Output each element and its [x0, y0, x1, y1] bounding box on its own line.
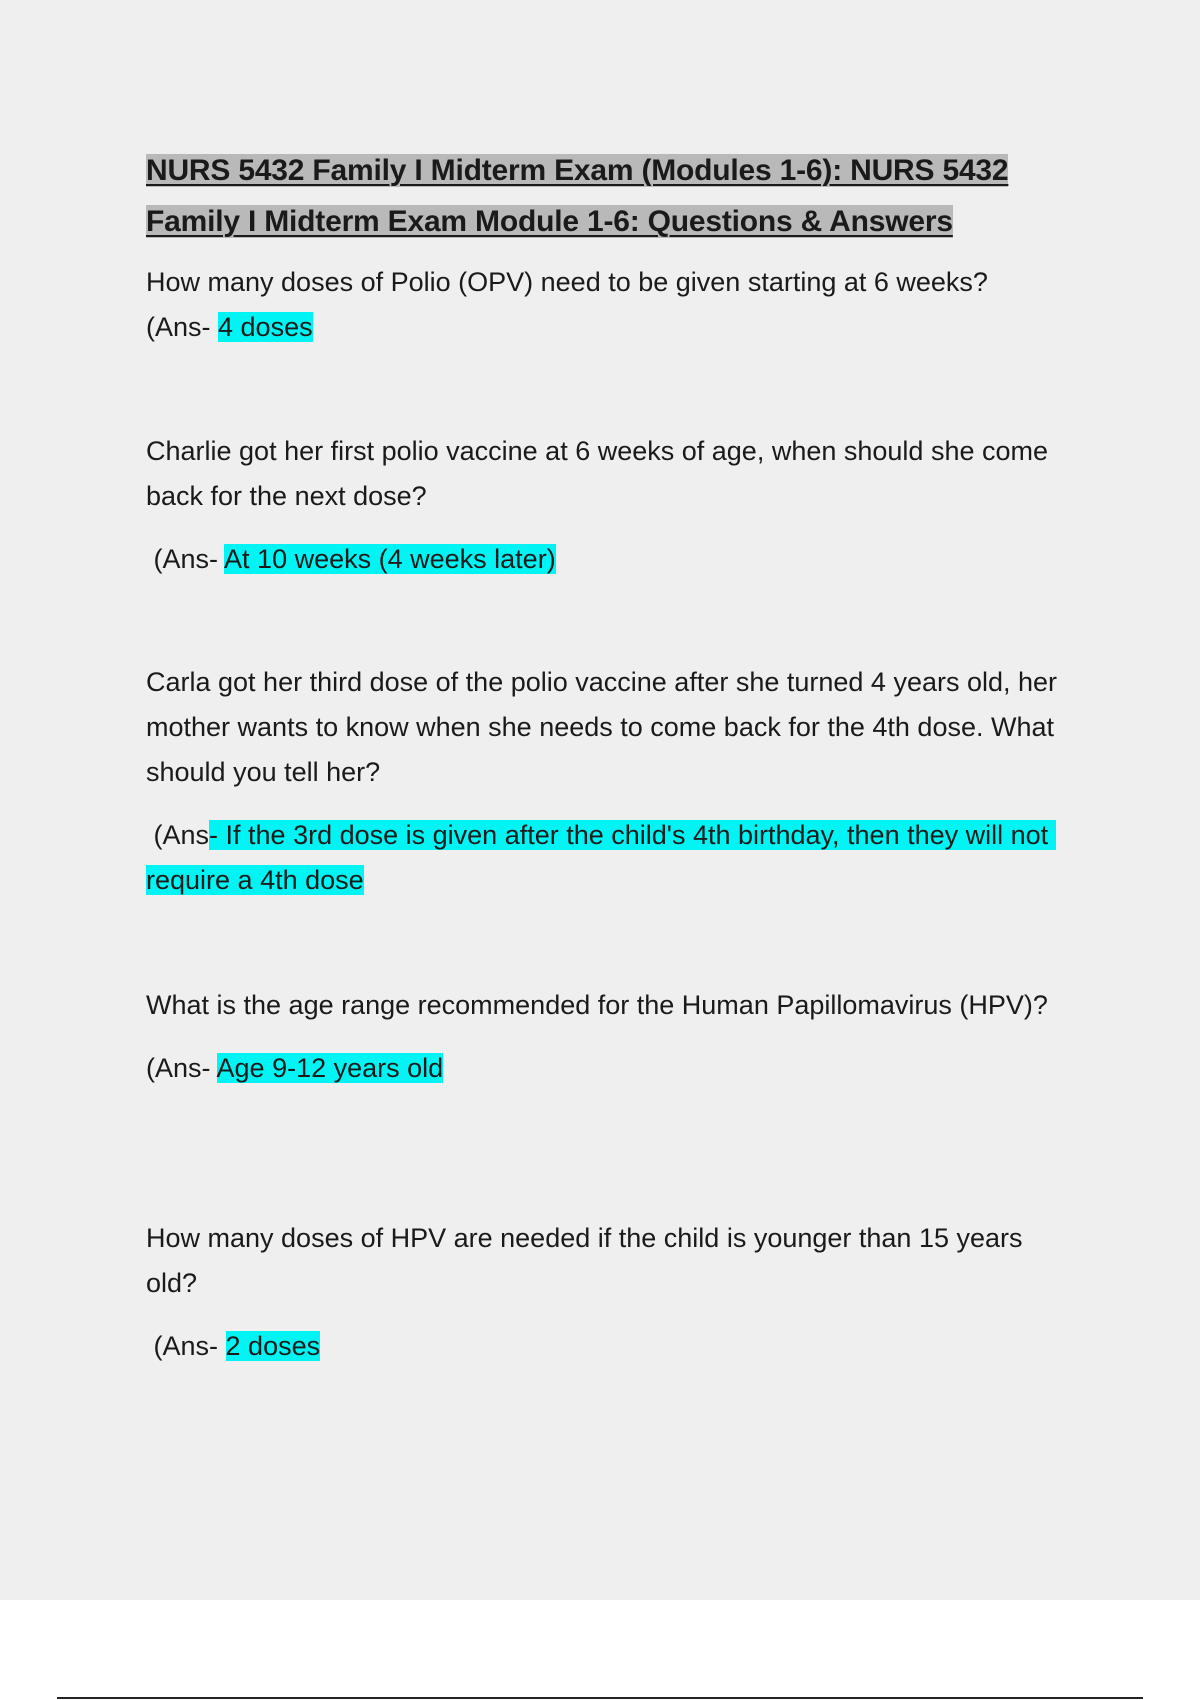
document-title-text: NURS 5432 Family I Midterm Exam (Modules 1-6): NURS 5432 Family I Midterm Exam Module 1-6: Questions & Answers — [146, 154, 1009, 238]
answer-highlight: Age 9-12 years old — [216, 1053, 444, 1083]
answer-line — [146, 1046, 1076, 1091]
question-text — [146, 983, 1076, 1028]
answer-highlight: 2 doses — [225, 1331, 321, 1361]
answer-prefix: (Ans- — [146, 544, 225, 574]
answer-highlight: At 10 weeks (4 weeks later) — [224, 544, 556, 574]
document-title — [146, 145, 1076, 247]
document-content — [146, 145, 1076, 1361]
answer-highlight: - If the 3rd dose is given after the child's 4th birthday, then they will not require a 4th dose — [146, 820, 1056, 895]
question-text — [146, 1216, 1076, 1306]
qa-item — [146, 429, 1076, 582]
qa-item — [146, 660, 1076, 903]
question-3: Carla got her third dose of the polio vaccine after she turned 4 years old, her mother wants to know when she needs to come back for the 4th dose. What should you tell her? — [146, 667, 1058, 787]
question-5: How many doses of HPV are needed if the child is younger than 15 years old? — [146, 1223, 1023, 1298]
answer-highlight: 4 doses — [218, 312, 313, 342]
answer-line — [146, 1324, 1076, 1369]
answer-prefix: (Ans- — [146, 1053, 217, 1083]
answer-prefix: (Ans- — [146, 1331, 226, 1361]
qa-item — [146, 260, 1076, 350]
question-text — [146, 260, 1076, 305]
answer-line — [146, 813, 1076, 903]
answer-prefix: (Ans- — [146, 312, 219, 342]
question-text — [146, 660, 1076, 795]
footer-divider — [57, 1697, 1143, 1699]
question-text — [146, 429, 1076, 519]
answer-prefix: (Ans — [146, 820, 210, 850]
question-4: What is the age range recommended for the Human Papillomavirus (HPV)? — [146, 990, 1048, 1020]
qa-item — [146, 983, 1076, 1091]
question-2: Charlie got her first polio vaccine at 6 weeks of age, when should she come back for the next dose? — [146, 436, 1048, 511]
question-1: How many doses of Polio (OPV) need to be given starting at 6 weeks? — [146, 267, 988, 297]
qa-item — [146, 1216, 1076, 1369]
answer-line — [146, 537, 1076, 582]
answer-line — [146, 305, 1076, 350]
